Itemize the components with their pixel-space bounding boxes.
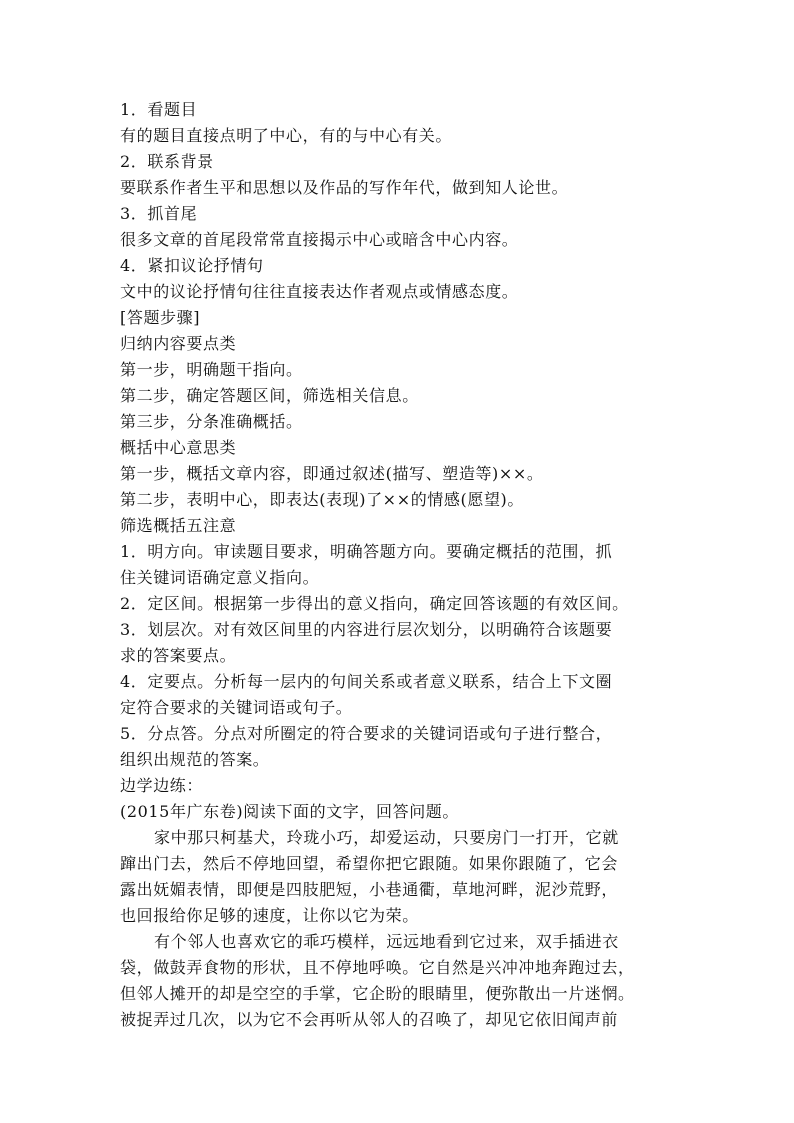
paragraph: 住关键词语确定意义指向。 — [120, 568, 320, 587]
paragraph: 5．分点答。分点对所圈定的符合要求的关键词语或句子进行整合， — [120, 724, 613, 743]
paragraph: 家中那只柯基犬，玲珑小巧，却爱运动，只要房门一打开，它就 — [154, 828, 619, 847]
paragraph: 有的题目直接点明了中心，有的与中心有关。 — [120, 126, 453, 145]
heading-1: 1．看题目 — [120, 100, 198, 119]
step-line: 第三步，分条准确概括。 — [120, 412, 303, 431]
paragraph: (2015年广东卷)阅读下面的文字，回答问题。 — [120, 802, 460, 821]
paragraph: 有个邻人也喜欢它的乖巧模样，远远地看到它过来，双手插进衣 — [154, 932, 619, 951]
paragraph: 露出妩媚表情，即便是四肢肥短，小巷通衢，草地河畔，泥沙荒野， — [120, 880, 619, 899]
step-line: 第一步，明确题干指向。 — [120, 360, 303, 379]
subsection-title: 边学边练： — [120, 776, 204, 795]
step-line: 第一步，概括文章内容，即通过叙述(描写、塑造等)××。 — [120, 464, 544, 483]
step-line: 第二步，确定答题区间，筛选相关信息。 — [120, 386, 419, 405]
subsection-title: 归纳内容要点类 — [120, 334, 237, 353]
document-page — [120, 97, 686, 1033]
heading-2: 2．联系背景 — [120, 152, 214, 171]
heading-4: 4．紧扣议论抒情句 — [120, 256, 264, 275]
paragraph: 定符合要求的关键词语或句子。 — [120, 698, 353, 717]
paragraph: 1．明方向。审读题目要求，明确答题方向。要确定概括的范围，抓 — [120, 542, 613, 561]
paragraph: 蹿出门去，然后不停地回望，希望你把它跟随。如果你跟随了，它会 — [120, 854, 619, 873]
section-title: [答题步骤] — [120, 308, 201, 327]
paragraph: 很多文章的首尾段常常直接揭示中心或暗含中心内容。 — [120, 230, 519, 249]
step-line: 第二步，表明中心，即表达(表现)了××的情感(愿望)。 — [120, 490, 524, 509]
paragraph: 文中的议论抒情句往往直接表达作者观点或情感态度。 — [120, 282, 519, 301]
paragraph: 要联系作者生平和思想以及作品的写作年代，做到知人论世。 — [120, 178, 569, 197]
paragraph: 2．定区间。根据第一步得出的意义指向，确定回答该题的有效区间。 — [120, 594, 629, 613]
paragraph: 袋，做鼓弄食物的形状，且不停地呼唤。它自然是兴冲冲地奔跑过去， — [120, 958, 635, 977]
subsection-title: 概括中心意思类 — [120, 438, 237, 457]
subsection-title: 筛选概括五注意 — [120, 516, 237, 535]
paragraph: 求的答案要点。 — [120, 646, 237, 665]
paragraph: 但邻人摊开的却是空空的手掌，它企盼的眼睛里，便弥散出一片迷惘。 — [120, 984, 635, 1003]
paragraph: 也回报给你足够的速度，让你以它为荣。 — [120, 906, 419, 925]
paragraph: 组织出规范的答案。 — [120, 750, 270, 769]
paragraph: 4．定要点。分析每一层内的句间关系或者意义联系，结合上下文圈 — [120, 672, 613, 691]
paragraph: 被捉弄过几次，以为它不会再听从邻人的召唤了，却见它依旧闻声前 — [120, 1010, 619, 1029]
heading-3: 3．抓首尾 — [120, 204, 198, 223]
paragraph: 3．划层次。对有效区间里的内容进行层次划分，以明确符合该题要 — [120, 620, 613, 639]
